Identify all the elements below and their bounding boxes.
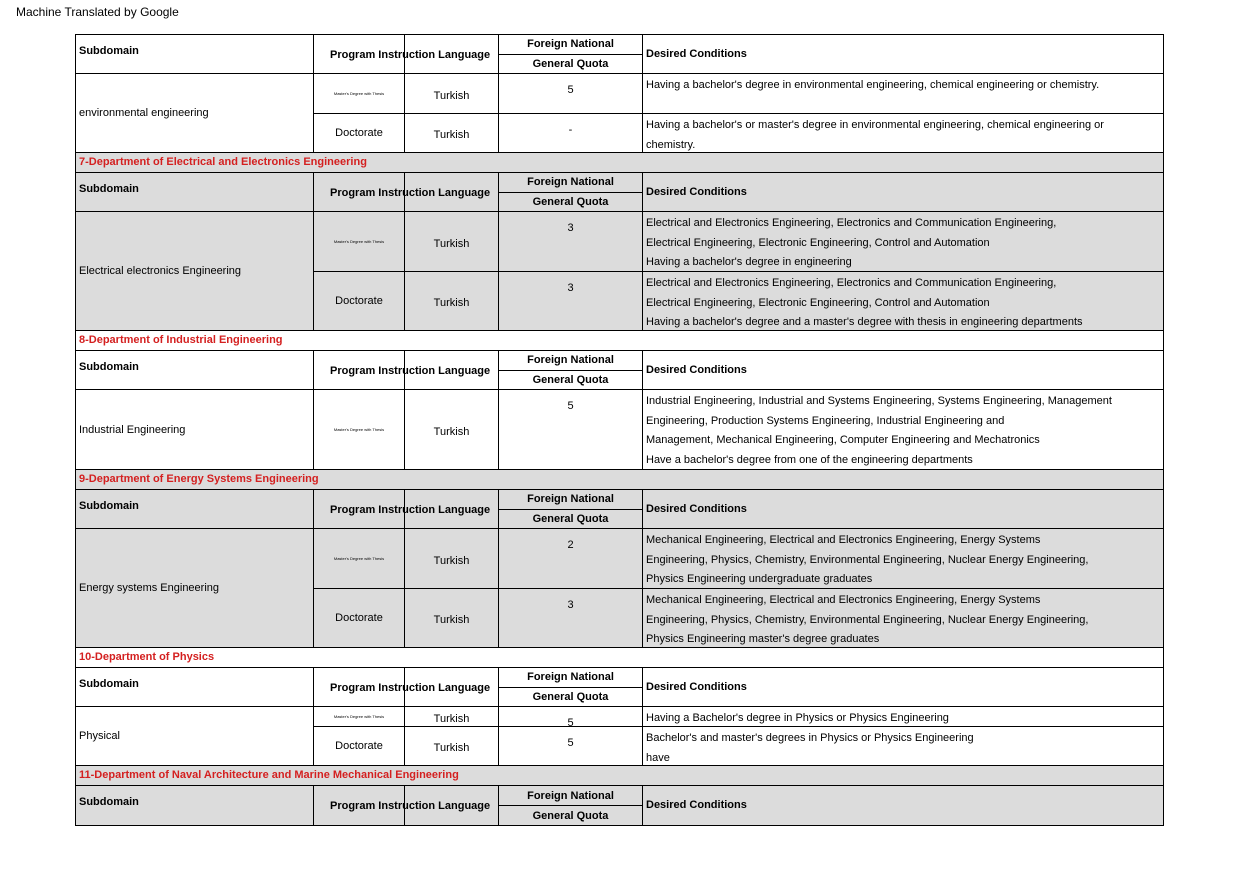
quota-value: 5 (499, 390, 643, 469)
header-general-quota: General Quota (532, 195, 609, 208)
condition-line: Have a bachelor's degree from one of the engineering departments (646, 453, 973, 466)
header-general-quota: General Quota (532, 373, 609, 386)
quota-value: 3 (499, 272, 643, 330)
condition-line: Engineering, Physics, Chemistry, Environmental Engineering, Nuclear Energy Engineering, (646, 613, 1089, 626)
desired-conditions (643, 707, 1163, 726)
header-quota (499, 786, 643, 825)
instruction-language: Turkish (405, 212, 499, 271)
header-language-label: Program Instruction Language (330, 800, 491, 812)
program-rows (314, 529, 1163, 647)
instruction-language: Turkish (405, 74, 499, 113)
quota-value: 3 (499, 212, 643, 271)
header-language-label: Program Instruction Language (330, 187, 491, 199)
header-desired-conditions: Desired Conditions (646, 364, 747, 376)
program-type: Master's Degree with Thesis (314, 529, 405, 588)
instruction-language: Turkish (405, 707, 499, 726)
header-quota (499, 668, 643, 706)
program-row (314, 113, 1163, 152)
subdomain-name: Physical (76, 707, 314, 765)
desired-conditions (643, 589, 1163, 647)
header-language-label: Program Instruction Language (330, 365, 491, 377)
program-type: Master's Degree with Thesis (314, 707, 405, 726)
department-heading: 8-Department of Industrial Engineering (76, 331, 1163, 351)
department-heading: 10-Department of Physics (76, 648, 1163, 668)
quota-value: 5 (499, 74, 643, 113)
desired-conditions (643, 529, 1163, 588)
quota-value: - (499, 114, 643, 152)
condition-line: Physics Engineering undergraduate graduates (646, 573, 873, 585)
column-header-row (76, 173, 1163, 212)
subdomain-name: Energy systems Engineering (76, 529, 314, 647)
program-type: Doctorate (314, 589, 405, 647)
department-heading: 11-Department of Naval Architecture and Marine Mechanical Engineering (76, 766, 1163, 786)
condition-line: Having a bachelor's degree in engineering (646, 256, 852, 268)
header-desired-conditions: Desired Conditions (646, 48, 747, 60)
header-desired-conditions: Desired Conditions (646, 681, 747, 693)
desired-conditions (643, 212, 1163, 271)
program-type: Master's Degree with Thesis (314, 212, 405, 271)
header-general-quota: General Quota (532, 512, 609, 525)
header-language (314, 35, 499, 73)
condition-line: Electrical Engineering, Electronic Engineering, Control and Automation (646, 296, 990, 309)
instruction-language: Turkish (405, 114, 499, 152)
header-subdomain: Subdomain (76, 351, 314, 389)
header-language-label: Program Instruction Language (330, 682, 491, 694)
instruction-language: Turkish (405, 272, 499, 330)
condition-line: chemistry. (646, 138, 696, 151)
header-quota (499, 351, 643, 389)
condition-line: have (646, 751, 670, 764)
subdomain-group (76, 529, 1163, 648)
condition-line: Engineering, Production Systems Engineering, Industrial Engineering and (646, 414, 1005, 427)
header-foreign-national: Foreign National (499, 351, 642, 371)
header-quota (499, 173, 643, 211)
condition-line: Electrical and Electronics Engineering, Electronics and Communication Engineering, (646, 277, 1057, 289)
condition-line: Electrical Engineering, Electronic Engineering, Control and Automation (646, 236, 990, 249)
condition-line: Industrial Engineering, Industrial and Systems Engineering, Systems Engineering, Management (646, 395, 1112, 407)
program-type: Master's Degree with Thesis (314, 74, 405, 113)
subdomain-group (76, 390, 1163, 470)
header-foreign-national: Foreign National (499, 173, 642, 193)
column-header-row (76, 351, 1163, 390)
program-type: Doctorate (314, 272, 405, 330)
header-foreign-national: Foreign National (499, 668, 642, 688)
program-row (314, 588, 1163, 647)
header-foreign-national: Foreign National (499, 786, 642, 806)
quota-value: 5 (499, 727, 643, 765)
program-rows (314, 707, 1163, 765)
instruction-language: Turkish (405, 727, 499, 765)
header-language-label: Program Instruction Language (330, 49, 491, 61)
column-header-row (76, 490, 1163, 529)
header-language-label: Program Instruction Language (330, 504, 491, 516)
department-heading: 9-Department of Energy Systems Engineering (76, 470, 1163, 490)
quota-value: 2 (499, 529, 643, 588)
program-row (314, 726, 1163, 765)
program-table (75, 34, 1164, 826)
instruction-language: Turkish (405, 589, 499, 647)
condition-line: Having a bachelor's or master's degree in environmental engineering, chemical engineering or (646, 119, 1104, 131)
instruction-language: Turkish (405, 529, 499, 588)
header-foreign-national: Foreign National (499, 35, 642, 55)
header-subdomain: Subdomain (76, 668, 314, 706)
column-header-row (76, 786, 1163, 825)
header-subdomain: Subdomain (76, 786, 314, 825)
condition-line: Having a bachelor's degree and a master's degree with thesis in engineering departments (646, 316, 1083, 328)
column-header-row (76, 35, 1163, 74)
program-type: Master's Degree with Thesis (314, 390, 405, 469)
header-language (314, 173, 499, 211)
program-type: Doctorate (314, 114, 405, 152)
header-quota (499, 35, 643, 73)
program-row (314, 74, 1163, 113)
header-desired-conditions: Desired Conditions (646, 799, 747, 811)
condition-line: Mechanical Engineering, Electrical and Electronics Engineering, Energy Systems (646, 594, 1041, 606)
condition-line: Bachelor's and master's degrees in Physics or Physics Engineering (646, 732, 974, 744)
program-row (314, 212, 1163, 271)
condition-line: Electrical and Electronics Engineering, Electronics and Communication Engineering, (646, 217, 1057, 229)
header-general-quota: General Quota (532, 57, 609, 70)
subdomain-name: environmental engineering (76, 74, 314, 152)
header-desired-conditions: Desired Conditions (646, 503, 747, 515)
desired-conditions (643, 390, 1163, 469)
desired-conditions (643, 272, 1163, 330)
header-general-quota: General Quota (532, 690, 609, 703)
program-rows (314, 74, 1163, 152)
department-heading: 7-Department of Electrical and Electronics Engineering (76, 153, 1163, 173)
header-quota (499, 490, 643, 528)
subdomain-name: Electrical electronics Engineering (76, 212, 314, 330)
subdomain-group (76, 74, 1163, 153)
instruction-language: Turkish (405, 390, 499, 469)
desired-conditions (643, 114, 1163, 152)
condition-line: Mechanical Engineering, Electrical and Electronics Engineering, Energy Systems (646, 534, 1041, 546)
header-desired-conditions: Desired Conditions (646, 186, 747, 198)
header-subdomain: Subdomain (76, 490, 314, 528)
desired-conditions (643, 74, 1163, 113)
quota-value: 3 (499, 589, 643, 647)
header-language (314, 490, 499, 528)
condition-line: Engineering, Physics, Chemistry, Environmental Engineering, Nuclear Energy Engineering, (646, 553, 1089, 566)
header-language (314, 668, 499, 706)
desired-conditions (643, 727, 1163, 765)
program-rows (314, 212, 1163, 330)
program-rows (314, 390, 1163, 469)
condition-line: Having a Bachelor's degree in Physics or Physics Engineering (646, 712, 949, 724)
quota-value: 5 (499, 707, 643, 726)
header-subdomain: Subdomain (76, 35, 314, 73)
program-row (314, 271, 1163, 330)
header-language (314, 786, 499, 825)
condition-line: Having a bachelor's degree in environmental engineering, chemical engineering or chemistry. (646, 79, 1100, 91)
column-header-row (76, 668, 1163, 707)
program-row (314, 390, 1163, 469)
header-language (314, 351, 499, 389)
machine-translated-banner: Machine Translated by Google (16, 5, 179, 19)
subdomain-group (76, 707, 1163, 766)
header-subdomain: Subdomain (76, 173, 314, 211)
subdomain-name: Industrial Engineering (76, 390, 314, 469)
header-general-quota: General Quota (532, 809, 609, 822)
subdomain-group (76, 212, 1163, 331)
condition-line: Management, Mechanical Engineering, Computer Engineering and Mechatronics (646, 434, 1040, 446)
program-type: Doctorate (314, 727, 405, 765)
program-row (314, 529, 1163, 588)
program-row (314, 707, 1163, 729)
header-foreign-national: Foreign National (499, 490, 642, 510)
condition-line: Physics Engineering master's degree graduates (646, 633, 880, 645)
